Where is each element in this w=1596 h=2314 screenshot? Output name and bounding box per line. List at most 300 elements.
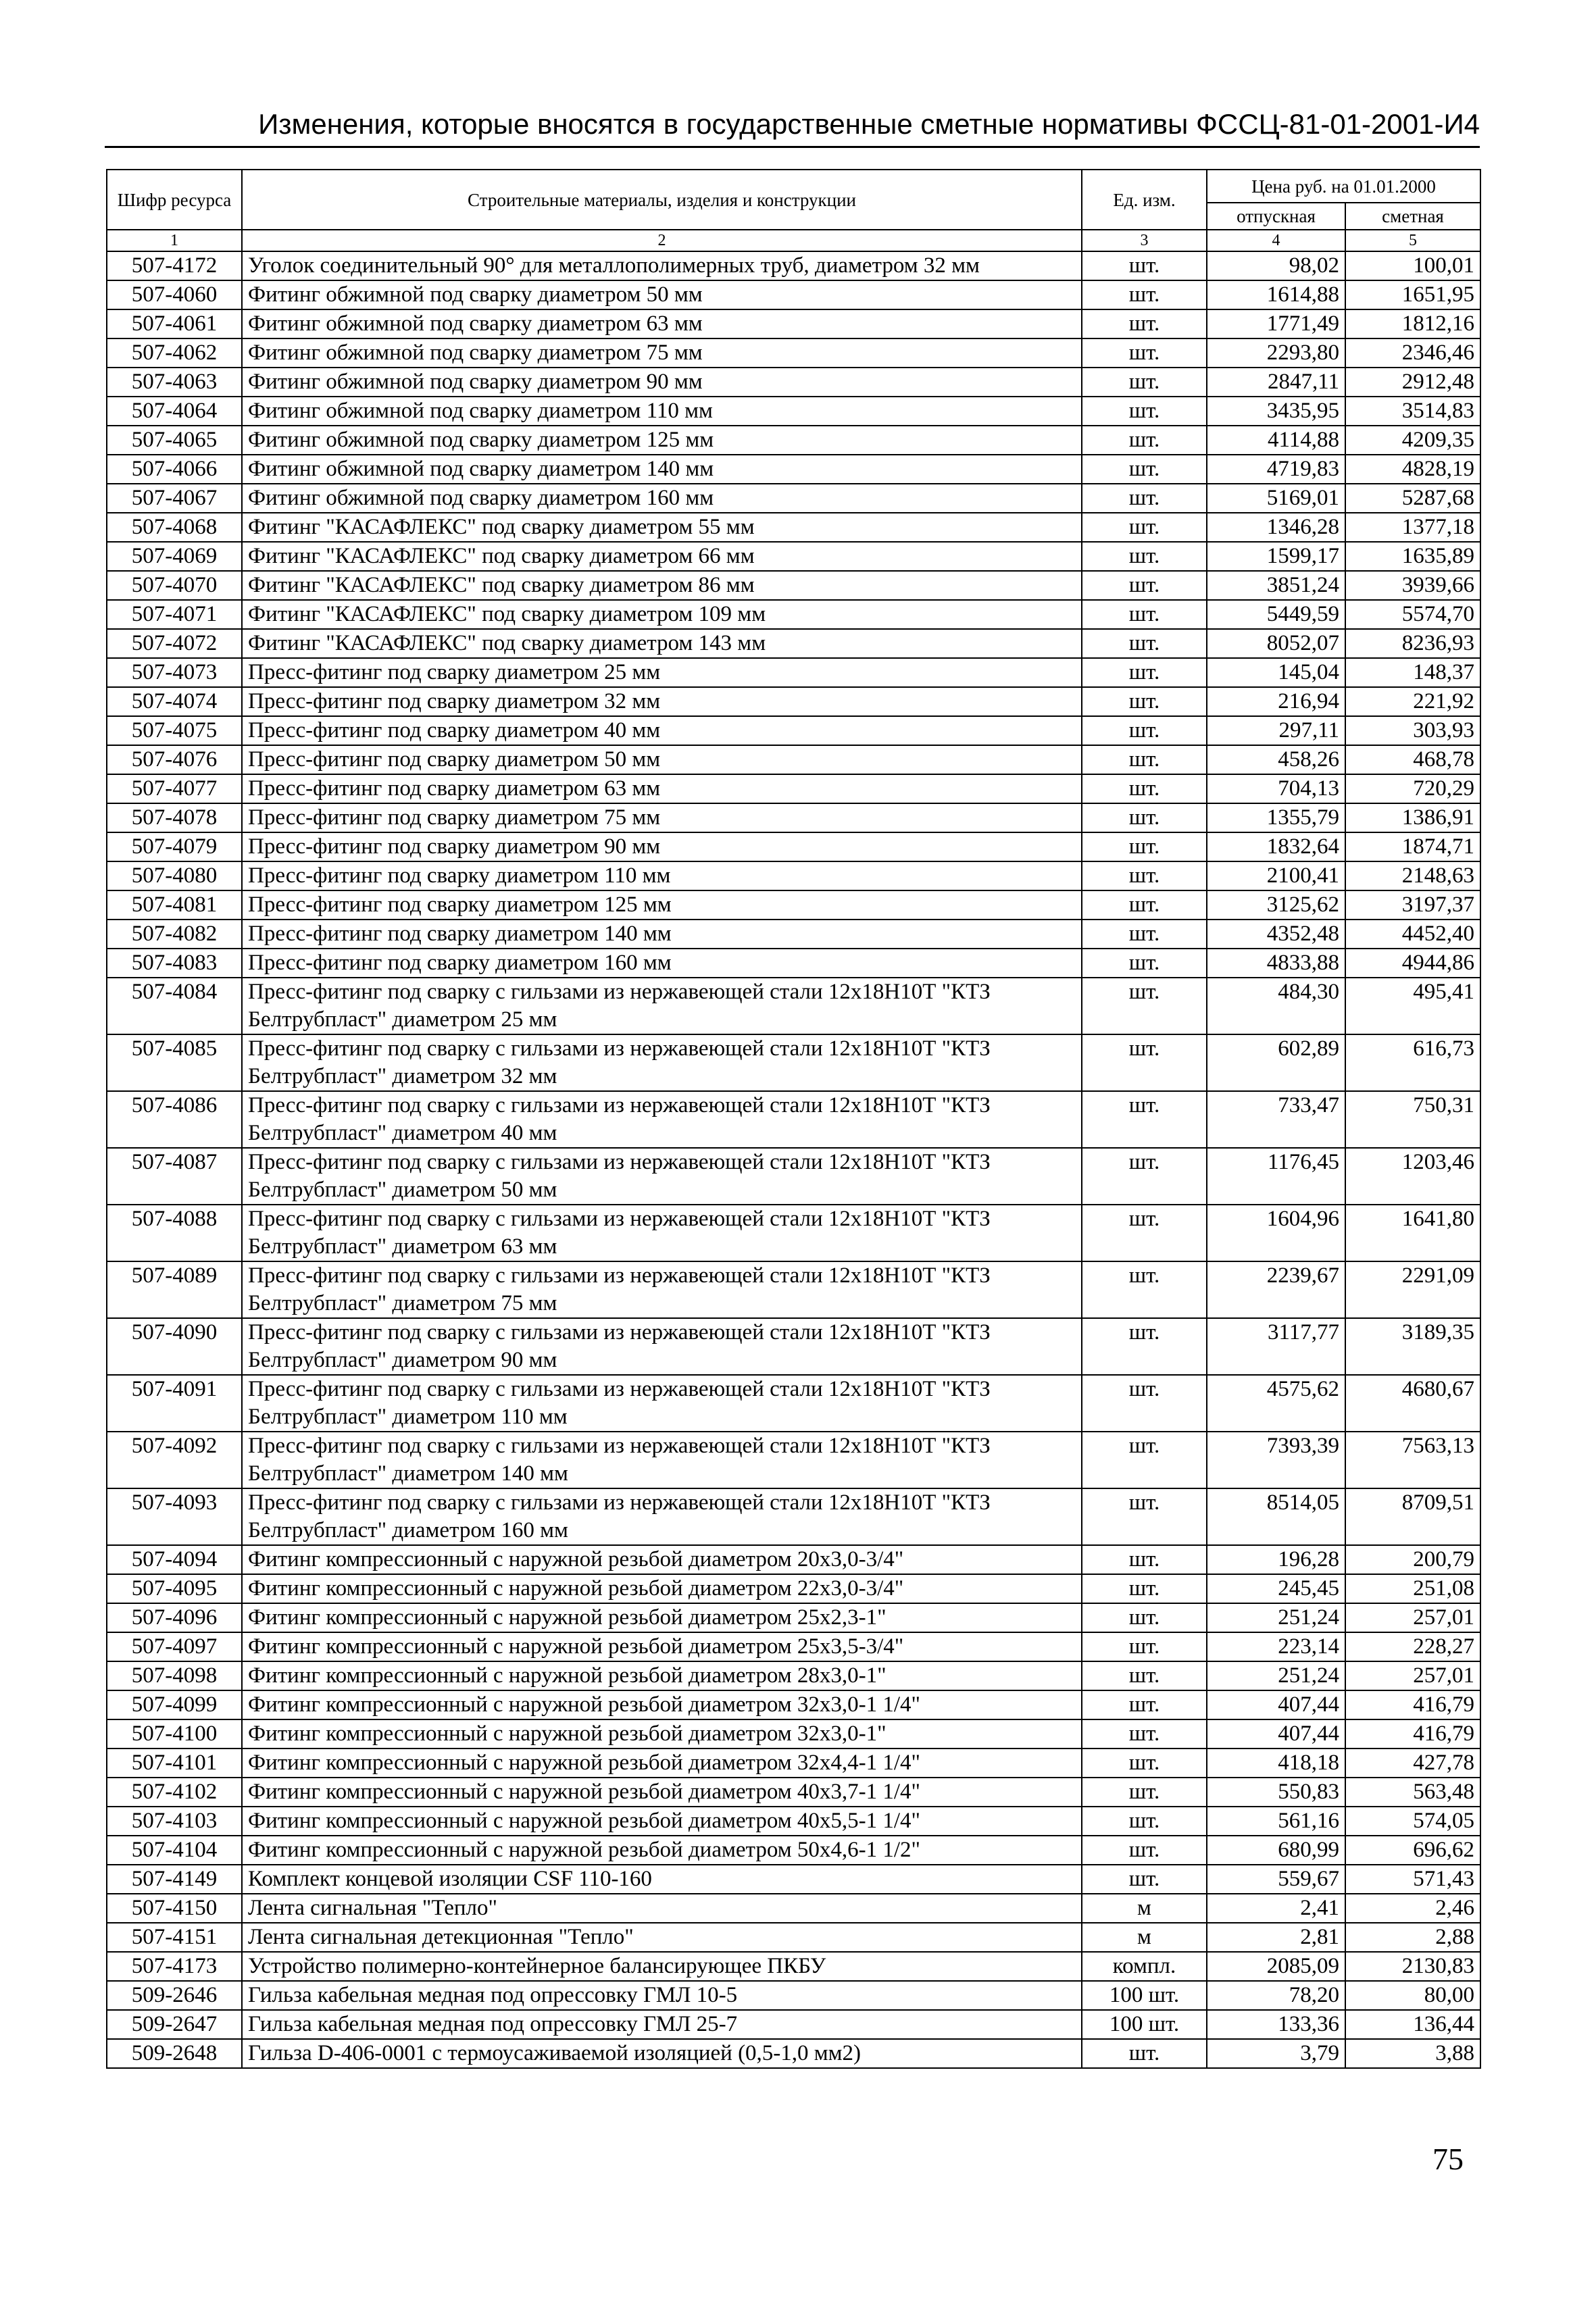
resource-code-cell: 507-4093 [107, 1488, 242, 1545]
resource-code-cell: 507-4066 [107, 455, 242, 484]
material-name-cell: Пресс-фитинг под сварку диаметром 125 мм [242, 890, 1082, 920]
table-row [107, 1778, 1480, 1807]
retail-price-cell: 1771,49 [1207, 309, 1345, 338]
resource-code-cell: 507-4096 [107, 1603, 242, 1632]
resource-code-cell: 507-4082 [107, 920, 242, 949]
unit-cell: шт. [1082, 1261, 1207, 1318]
unit-cell: шт. [1082, 571, 1207, 600]
unit-cell: шт. [1082, 1690, 1207, 1719]
material-name-cell: Пресс-фитинг под сварку диаметром 40 мм [242, 716, 1082, 745]
resource-code-cell: 507-4075 [107, 716, 242, 745]
resource-code-cell: 507-4081 [107, 890, 242, 920]
resource-code-cell: 509-2647 [107, 2010, 242, 2039]
unit-cell: шт. [1082, 426, 1207, 455]
unit-cell: шт. [1082, 920, 1207, 949]
retail-price-cell: 4352,48 [1207, 920, 1345, 949]
retail-price-cell: 5169,01 [1207, 484, 1345, 513]
estimate-price-cell: 251,08 [1345, 1574, 1480, 1603]
col-header-retail: отпускная [1207, 203, 1345, 230]
retail-price-cell: 133,36 [1207, 2010, 1345, 2039]
table-row [107, 2010, 1480, 2039]
table-row [107, 920, 1480, 949]
col-number: 1 [107, 230, 242, 251]
unit-cell: шт. [1082, 455, 1207, 484]
resource-code-cell: 507-4100 [107, 1719, 242, 1749]
estimate-price-cell: 2130,83 [1345, 1952, 1480, 1981]
retail-price-cell: 458,26 [1207, 745, 1345, 774]
table-head [107, 170, 1480, 251]
unit-cell: шт. [1082, 397, 1207, 426]
retail-price-cell: 1832,64 [1207, 832, 1345, 861]
table-row [107, 1749, 1480, 1778]
table-row [107, 978, 1480, 1034]
resource-code-cell: 509-2648 [107, 2039, 242, 2068]
table-row [107, 1545, 1480, 1574]
estimate-price-cell: 7563,13 [1345, 1432, 1480, 1488]
estimate-price-cell: 4680,67 [1345, 1375, 1480, 1432]
material-name-cell: Пресс-фитинг под сварку с гильзами из нержавеющей стали 12х18Н10Т "КТЗ Белтрубпласт" диаметром 75 мм [242, 1261, 1082, 1318]
resource-code-cell: 507-4068 [107, 513, 242, 542]
unit-cell: шт. [1082, 2039, 1207, 2068]
unit-cell: шт. [1082, 949, 1207, 978]
material-name-cell: Фитинг обжимной под сварку диаметром 110 мм [242, 397, 1082, 426]
estimate-price-cell: 1203,46 [1345, 1148, 1480, 1205]
resource-code-cell: 509-2646 [107, 1981, 242, 2010]
unit-cell: шт. [1082, 890, 1207, 920]
unit-cell: шт. [1082, 484, 1207, 513]
resource-code-cell: 507-4090 [107, 1318, 242, 1375]
resource-code-cell: 507-4089 [107, 1261, 242, 1318]
retail-price-cell: 418,18 [1207, 1749, 1345, 1778]
material-name-cell: Фитинг обжимной под сварку диаметром 125 мм [242, 426, 1082, 455]
table-row [107, 1632, 1480, 1661]
retail-price-cell: 223,14 [1207, 1632, 1345, 1661]
estimate-price-cell: 136,44 [1345, 2010, 1480, 2039]
unit-cell: шт. [1082, 687, 1207, 716]
estimate-price-cell: 1641,80 [1345, 1205, 1480, 1261]
unit-cell: шт. [1082, 716, 1207, 745]
material-name-cell: Фитинг "КАСАФЛЕКС" под сварку диаметром 66 мм [242, 542, 1082, 571]
material-name-cell: Фитинг компрессионный с наружной резьбой диаметром 22х3,0-3/4" [242, 1574, 1082, 1603]
retail-price-cell: 196,28 [1207, 1545, 1345, 1574]
material-name-cell: Фитинг "КАСАФЛЕКС" под сварку диаметром 86 мм [242, 571, 1082, 600]
estimate-price-cell: 5574,70 [1345, 600, 1480, 629]
unit-cell: шт. [1082, 542, 1207, 571]
unit-cell: шт. [1082, 1807, 1207, 1836]
material-name-cell: Фитинг компрессионный с наружной резьбой диаметром 40х5,5-1 1/4" [242, 1807, 1082, 1836]
estimate-price-cell: 1651,95 [1345, 280, 1480, 309]
resource-code-cell: 507-4149 [107, 1865, 242, 1894]
table-row [107, 542, 1480, 571]
unit-cell: шт. [1082, 1574, 1207, 1603]
estimate-price-cell: 3939,66 [1345, 571, 1480, 600]
table-row [107, 455, 1480, 484]
resource-code-cell: 507-4072 [107, 629, 242, 658]
estimate-price-cell: 3197,37 [1345, 890, 1480, 920]
table-row [107, 1894, 1480, 1923]
unit-cell: шт. [1082, 1375, 1207, 1432]
table-row [107, 600, 1480, 629]
material-name-cell: Пресс-фитинг под сварку с гильзами из нержавеющей стали 12х18Н10Т "КТЗ Белтрубпласт" диаметром 63 мм [242, 1205, 1082, 1261]
resource-code-cell: 507-4095 [107, 1574, 242, 1603]
retail-price-cell: 245,45 [1207, 1574, 1345, 1603]
material-name-cell: Фитинг "КАСАФЛЕКС" под сварку диаметром 143 мм [242, 629, 1082, 658]
resource-code-cell: 507-4098 [107, 1661, 242, 1690]
unit-cell: шт. [1082, 832, 1207, 861]
estimate-price-cell: 750,31 [1345, 1091, 1480, 1148]
estimate-price-cell: 257,01 [1345, 1661, 1480, 1690]
retail-price-cell: 1599,17 [1207, 542, 1345, 571]
resource-code-cell: 507-4172 [107, 251, 242, 280]
resource-code-cell: 507-4104 [107, 1836, 242, 1865]
col-number: 4 [1207, 230, 1345, 251]
unit-cell: шт. [1082, 629, 1207, 658]
material-name-cell: Пресс-фитинг под сварку диаметром 90 мм [242, 832, 1082, 861]
retail-price-cell: 3,79 [1207, 2039, 1345, 2068]
resource-code-cell: 507-4151 [107, 1923, 242, 1952]
retail-price-cell: 1346,28 [1207, 513, 1345, 542]
table-row [107, 1661, 1480, 1690]
retail-price-cell: 251,24 [1207, 1603, 1345, 1632]
estimate-price-cell: 221,92 [1345, 687, 1480, 716]
retail-price-cell: 3851,24 [1207, 571, 1345, 600]
table-row [107, 1865, 1480, 1894]
table-row [107, 687, 1480, 716]
resource-code-cell: 507-4150 [107, 1894, 242, 1923]
resource-code-cell: 507-4061 [107, 309, 242, 338]
estimate-price-cell: 1386,91 [1345, 803, 1480, 832]
retail-price-cell: 3125,62 [1207, 890, 1345, 920]
estimate-price-cell: 571,43 [1345, 1865, 1480, 1894]
col-header-price: Цена руб. на 01.01.2000 [1207, 170, 1480, 203]
unit-cell: шт. [1082, 803, 1207, 832]
estimate-price-cell: 2148,63 [1345, 861, 1480, 890]
col-header-estimate: сметная [1345, 203, 1480, 230]
resource-code-cell: 507-4103 [107, 1807, 242, 1836]
unit-cell: шт. [1082, 1488, 1207, 1545]
resource-code-cell: 507-4077 [107, 774, 242, 803]
unit-cell: шт. [1082, 1632, 1207, 1661]
table-row [107, 716, 1480, 745]
retail-price-cell: 4833,88 [1207, 949, 1345, 978]
unit-cell: шт. [1082, 600, 1207, 629]
estimate-price-cell: 2346,46 [1345, 338, 1480, 368]
material-name-cell: Пресс-фитинг под сварку диаметром 25 мм [242, 658, 1082, 687]
material-name-cell: Фитинг обжимной под сварку диаметром 63 мм [242, 309, 1082, 338]
resource-code-cell: 507-4083 [107, 949, 242, 978]
estimate-price-cell: 3514,83 [1345, 397, 1480, 426]
estimate-price-cell: 2,88 [1345, 1923, 1480, 1952]
retail-price-cell: 704,13 [1207, 774, 1345, 803]
unit-cell: шт. [1082, 1034, 1207, 1091]
table-row [107, 397, 1480, 426]
retail-price-cell: 1614,88 [1207, 280, 1345, 309]
table-row [107, 2039, 1480, 2068]
resource-code-cell: 507-4067 [107, 484, 242, 513]
resource-code-cell: 507-4085 [107, 1034, 242, 1091]
estimate-price-cell: 303,93 [1345, 716, 1480, 745]
resource-code-cell: 507-4065 [107, 426, 242, 455]
retail-price-cell: 2085,09 [1207, 1952, 1345, 1981]
unit-cell: шт. [1082, 745, 1207, 774]
unit-cell: шт. [1082, 861, 1207, 890]
material-name-cell: Пресс-фитинг под сварку диаметром 110 мм [242, 861, 1082, 890]
material-name-cell: Пресс-фитинг под сварку с гильзами из нержавеющей стали 12х18Н10Т "КТЗ Белтрубпласт" диаметром 25 мм [242, 978, 1082, 1034]
unit-cell: шт. [1082, 774, 1207, 803]
retail-price-cell: 733,47 [1207, 1091, 1345, 1148]
page-number: 75 [1432, 2142, 1464, 2176]
unit-cell: шт. [1082, 1148, 1207, 1205]
unit-cell: шт. [1082, 1836, 1207, 1865]
material-name-cell: Пресс-фитинг под сварку с гильзами из нержавеющей стали 12х18Н10Т "КТЗ Белтрубпласт" диаметром 140 мм [242, 1432, 1082, 1488]
resource-code-cell: 507-4076 [107, 745, 242, 774]
table-body [107, 251, 1480, 2068]
unit-cell: шт. [1082, 1749, 1207, 1778]
material-name-cell: Фитинг компрессионный с наружной резьбой диаметром 32х3,0-1 1/4" [242, 1690, 1082, 1719]
material-name-cell: Фитинг компрессионный с наружной резьбой диаметром 50х4,6-1 1/2" [242, 1836, 1082, 1865]
resource-code-cell: 507-4078 [107, 803, 242, 832]
retail-price-cell: 2239,67 [1207, 1261, 1345, 1318]
material-name-cell: Пресс-фитинг под сварку диаметром 32 мм [242, 687, 1082, 716]
material-name-cell: Фитинг обжимной под сварку диаметром 90 мм [242, 368, 1082, 397]
unit-cell: шт. [1082, 1719, 1207, 1749]
retail-price-cell: 484,30 [1207, 978, 1345, 1034]
material-name-cell: Гильза D-406-0001 с термоусаживаемой изоляцией (0,5-1,0 мм2) [242, 2039, 1082, 2068]
estimate-price-cell: 5287,68 [1345, 484, 1480, 513]
retail-price-cell: 2,41 [1207, 1894, 1345, 1923]
retail-price-cell: 251,24 [1207, 1661, 1345, 1690]
estimate-price-cell: 3,88 [1345, 2039, 1480, 2068]
estimate-price-cell: 4944,86 [1345, 949, 1480, 978]
resource-code-cell: 507-4097 [107, 1632, 242, 1661]
estimate-price-cell: 495,41 [1345, 978, 1480, 1034]
table-row [107, 309, 1480, 338]
table-row [107, 1148, 1480, 1205]
retail-price-cell: 407,44 [1207, 1690, 1345, 1719]
estimate-price-cell: 200,79 [1345, 1545, 1480, 1574]
page-header: Изменения, которые вносятся в государственные сметные нормативы ФССЦ-81-01-2001-И4 [258, 108, 1480, 140]
table-row [107, 1488, 1480, 1545]
retail-price-cell: 145,04 [1207, 658, 1345, 687]
estimate-price-cell: 2,46 [1345, 1894, 1480, 1923]
unit-cell: шт. [1082, 1091, 1207, 1148]
unit-cell: шт. [1082, 658, 1207, 687]
unit-cell: шт. [1082, 1205, 1207, 1261]
retail-price-cell: 3435,95 [1207, 397, 1345, 426]
estimate-price-cell: 1635,89 [1345, 542, 1480, 571]
material-name-cell: Пресс-фитинг под сварку с гильзами из нержавеющей стали 12х18Н10Т "КТЗ Белтрубпласт" диаметром 160 мм [242, 1488, 1082, 1545]
resource-code-cell: 507-4084 [107, 978, 242, 1034]
material-name-cell: Пресс-фитинг под сварку диаметром 140 мм [242, 920, 1082, 949]
unit-cell: м [1082, 1894, 1207, 1923]
col-number: 3 [1082, 230, 1207, 251]
table-row [107, 368, 1480, 397]
retail-price-cell: 680,99 [1207, 1836, 1345, 1865]
retail-price-cell: 3117,77 [1207, 1318, 1345, 1375]
material-name-cell: Устройство полимерно-контейнерное балансирующее ПКБУ [242, 1952, 1082, 1981]
table-row [107, 1574, 1480, 1603]
unit-cell: м [1082, 1923, 1207, 1952]
table-row [107, 745, 1480, 774]
retail-price-cell: 4719,83 [1207, 455, 1345, 484]
material-name-cell: Пресс-фитинг под сварку диаметром 75 мм [242, 803, 1082, 832]
estimate-price-cell: 468,78 [1345, 745, 1480, 774]
material-name-cell: Фитинг обжимной под сварку диаметром 140 мм [242, 455, 1082, 484]
estimate-price-cell: 3189,35 [1345, 1318, 1480, 1375]
estimate-price-cell: 80,00 [1345, 1981, 1480, 2010]
table-row [107, 280, 1480, 309]
material-name-cell: Пресс-фитинг под сварку с гильзами из нержавеющей стали 12х18Н10Т "КТЗ Белтрубпласт" диаметром 50 мм [242, 1148, 1082, 1205]
estimate-price-cell: 4452,40 [1345, 920, 1480, 949]
resource-code-cell: 507-4086 [107, 1091, 242, 1148]
unit-cell: шт. [1082, 1661, 1207, 1690]
unit-cell: 100 шт. [1082, 2010, 1207, 2039]
material-name-cell: Лента сигнальная "Тепло" [242, 1894, 1082, 1923]
resource-code-cell: 507-4069 [107, 542, 242, 571]
resource-code-cell: 507-4092 [107, 1432, 242, 1488]
table-row [107, 1034, 1480, 1091]
material-name-cell: Лента сигнальная детекционная "Тепло" [242, 1923, 1082, 1952]
estimate-price-cell: 416,79 [1345, 1690, 1480, 1719]
resource-code-cell: 507-4073 [107, 658, 242, 687]
table-row [107, 658, 1480, 687]
table-row [107, 1690, 1480, 1719]
price-table [106, 169, 1481, 2069]
estimate-price-cell: 427,78 [1345, 1749, 1480, 1778]
unit-cell: компл. [1082, 1952, 1207, 1981]
material-name-cell: Комплект концевой изоляции CSF 110-160 [242, 1865, 1082, 1894]
resource-code-cell: 507-4062 [107, 338, 242, 368]
header-rule [105, 146, 1480, 148]
material-name-cell: Пресс-фитинг под сварку с гильзами из нержавеющей стали 12х18Н10Т "КТЗ Белтрубпласт" диаметром 110 мм [242, 1375, 1082, 1432]
material-name-cell: Фитинг компрессионный с наружной резьбой диаметром 25х3,5-3/4" [242, 1632, 1082, 1661]
resource-code-cell: 507-4060 [107, 280, 242, 309]
material-name-cell: Фитинг обжимной под сварку диаметром 50 мм [242, 280, 1082, 309]
retail-price-cell: 1176,45 [1207, 1148, 1345, 1205]
retail-price-cell: 2847,11 [1207, 368, 1345, 397]
retail-price-cell: 1604,96 [1207, 1205, 1345, 1261]
material-name-cell: Фитинг компрессионный с наружной резьбой диаметром 28х3,0-1" [242, 1661, 1082, 1690]
estimate-price-cell: 148,37 [1345, 658, 1480, 687]
retail-price-cell: 550,83 [1207, 1778, 1345, 1807]
table-row [107, 1719, 1480, 1749]
table-row [107, 513, 1480, 542]
table-row [107, 1375, 1480, 1432]
unit-cell: шт. [1082, 338, 1207, 368]
unit-cell: шт. [1082, 309, 1207, 338]
unit-cell: шт. [1082, 1778, 1207, 1807]
estimate-price-cell: 2912,48 [1345, 368, 1480, 397]
resource-code-cell: 507-4099 [107, 1690, 242, 1719]
resource-code-cell: 507-4080 [107, 861, 242, 890]
retail-price-cell: 2,81 [1207, 1923, 1345, 1952]
retail-price-cell: 2100,41 [1207, 861, 1345, 890]
resource-code-cell: 507-4088 [107, 1205, 242, 1261]
resource-code-cell: 507-4091 [107, 1375, 242, 1432]
resource-code-cell: 507-4094 [107, 1545, 242, 1574]
resource-code-cell: 507-4102 [107, 1778, 242, 1807]
estimate-price-cell: 1874,71 [1345, 832, 1480, 861]
col-header-name: Строительные материалы, изделия и конструкции [242, 170, 1082, 230]
table-row [107, 890, 1480, 920]
unit-cell: шт. [1082, 1318, 1207, 1375]
table-row [107, 803, 1480, 832]
retail-price-cell: 2293,80 [1207, 338, 1345, 368]
col-header-unit: Ед. изм. [1082, 170, 1207, 230]
table-row [107, 774, 1480, 803]
retail-price-cell: 407,44 [1207, 1719, 1345, 1749]
material-name-cell: Пресс-фитинг под сварку диаметром 63 мм [242, 774, 1082, 803]
material-name-cell: Фитинг компрессионный с наружной резьбой диаметром 32х4,4-1 1/4" [242, 1749, 1082, 1778]
table-row [107, 1603, 1480, 1632]
table-row [107, 1836, 1480, 1865]
table-row [107, 1981, 1480, 2010]
col-number: 2 [242, 230, 1082, 251]
retail-price-cell: 5449,59 [1207, 600, 1345, 629]
table-row [107, 426, 1480, 455]
resource-code-cell: 507-4079 [107, 832, 242, 861]
material-name-cell: Фитинг обжимной под сварку диаметром 160 мм [242, 484, 1082, 513]
unit-cell: 100 шт. [1082, 1981, 1207, 2010]
retail-price-cell: 98,02 [1207, 251, 1345, 280]
table-row [107, 832, 1480, 861]
retail-price-cell: 297,11 [1207, 716, 1345, 745]
material-name-cell: Фитинг "КАСАФЛЕКС" под сварку диаметром 55 мм [242, 513, 1082, 542]
retail-price-cell: 559,67 [1207, 1865, 1345, 1894]
estimate-price-cell: 4209,35 [1345, 426, 1480, 455]
table-row [107, 571, 1480, 600]
retail-price-cell: 7393,39 [1207, 1432, 1345, 1488]
resource-code-cell: 507-4087 [107, 1148, 242, 1205]
estimate-price-cell: 8709,51 [1345, 1488, 1480, 1545]
unit-cell: шт. [1082, 1865, 1207, 1894]
table-row [107, 1432, 1480, 1488]
table-row [107, 1952, 1480, 1981]
col-number: 5 [1345, 230, 1480, 251]
resource-code-cell: 507-4101 [107, 1749, 242, 1778]
unit-cell: шт. [1082, 1603, 1207, 1632]
unit-cell: шт. [1082, 513, 1207, 542]
retail-price-cell: 561,16 [1207, 1807, 1345, 1836]
estimate-price-cell: 2291,09 [1345, 1261, 1480, 1318]
resource-code-cell: 507-4070 [107, 571, 242, 600]
material-name-cell: Пресс-фитинг под сварку с гильзами из нержавеющей стали 12х18Н10Т "КТЗ Белтрубпласт" диаметром 90 мм [242, 1318, 1082, 1375]
retail-price-cell: 602,89 [1207, 1034, 1345, 1091]
estimate-price-cell: 1812,16 [1345, 309, 1480, 338]
table-row [107, 1318, 1480, 1375]
table-row [107, 1205, 1480, 1261]
material-name-cell: Фитинг "КАСАФЛЕКС" под сварку диаметром 109 мм [242, 600, 1082, 629]
retail-price-cell: 78,20 [1207, 1981, 1345, 2010]
material-name-cell: Фитинг компрессионный с наружной резьбой диаметром 25х2,3-1" [242, 1603, 1082, 1632]
table-row [107, 1261, 1480, 1318]
resource-code-cell: 507-4173 [107, 1952, 242, 1981]
material-name-cell: Фитинг компрессионный с наружной резьбой диаметром 32х3,0-1" [242, 1719, 1082, 1749]
material-name-cell: Пресс-фитинг под сварку диаметром 160 мм [242, 949, 1082, 978]
estimate-price-cell: 228,27 [1345, 1632, 1480, 1661]
table-row [107, 629, 1480, 658]
unit-cell: шт. [1082, 1545, 1207, 1574]
table-row [107, 251, 1480, 280]
retail-price-cell: 1355,79 [1207, 803, 1345, 832]
material-name-cell: Фитинг компрессионный с наружной резьбой диаметром 20х3,0-3/4" [242, 1545, 1082, 1574]
retail-price-cell: 4575,62 [1207, 1375, 1345, 1432]
estimate-price-cell: 616,73 [1345, 1034, 1480, 1091]
estimate-price-cell: 257,01 [1345, 1603, 1480, 1632]
unit-cell: шт. [1082, 280, 1207, 309]
unit-cell: шт. [1082, 251, 1207, 280]
material-name-cell: Пресс-фитинг под сварку с гильзами из нержавеющей стали 12х18Н10Т "КТЗ Белтрубпласт" диаметром 32 мм [242, 1034, 1082, 1091]
